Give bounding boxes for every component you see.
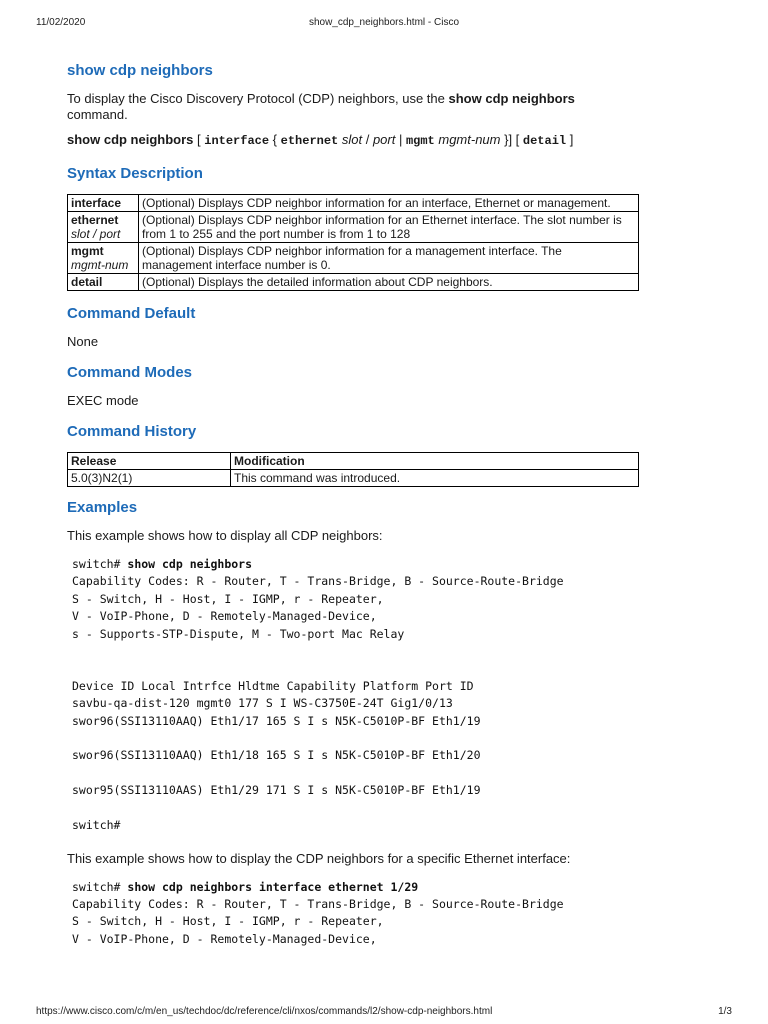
syntax-term-name: ethernet: [71, 213, 119, 227]
print-header: [0, 0, 768, 30]
command-default-value: None: [67, 334, 99, 349]
syntax-term: [68, 243, 139, 274]
document-content: [67, 56, 639, 948]
examples-heading: Examples: [67, 499, 138, 516]
example2-description: This example shows how to display the CDP neighbors for a specific Ethernet interface:: [67, 850, 571, 866]
command-modes-heading: Command Modes: [67, 364, 193, 381]
syntax-keyword-mgmt: mgmt: [405, 134, 435, 148]
syntax-arg-port: port: [372, 132, 396, 147]
example1-description: This example shows how to display all CDP neighbors:: [67, 528, 383, 543]
syntax-term-name: interface: [71, 196, 122, 210]
syntax-keyword-interface: interface: [204, 134, 270, 148]
table-row: [68, 195, 639, 212]
intro-suffix: command.: [67, 107, 128, 122]
syntax-slash: /: [362, 132, 373, 147]
syntax-term-name: mgmt: [71, 244, 104, 258]
table-row: [68, 274, 639, 291]
intro-command: show cdp neighbors: [448, 91, 575, 106]
command-syntax: [67, 132, 639, 149]
intro-paragraph: [67, 91, 639, 123]
syntax-term: [68, 274, 139, 291]
syntax-desc: (Optional) Displays CDP neighbor information for an interface, Ethernet or management.: [139, 195, 639, 212]
print-url: https://www.cisco.com/c/m/en_us/techdoc/dc/reference/cli/nxos/commands/l2/show-cdp-neighbors.html: [36, 1006, 493, 1017]
syntax-arg-slot: slot: [338, 132, 363, 147]
syntax-keyword-detail: detail: [522, 134, 567, 148]
command-history-table: [67, 452, 639, 487]
column-header-release: Release: [68, 453, 231, 470]
syntax-bracket: [: [193, 132, 205, 147]
print-footer: [0, 998, 768, 1024]
syntax-term: [68, 195, 139, 212]
command-default-heading: Command Default: [67, 305, 196, 322]
modification-cell: This command was introduced.: [231, 470, 639, 487]
syntax-desc: (Optional) Displays the detailed information about CDP neighbors.: [139, 274, 639, 291]
syntax-description-table: [67, 194, 639, 291]
page-number: 1/3: [718, 1006, 732, 1017]
code-command: show cdp neighbors: [127, 557, 253, 571]
table-header-row: [68, 453, 639, 470]
syntax-brace: {: [269, 132, 281, 147]
syntax-desc: (Optional) Displays CDP neighbor information for a management interface. The management interface number is 0.: [139, 243, 639, 274]
syntax-term-arg: slot / port: [71, 227, 121, 241]
syntax-arg-mgmt: mgmt-num: [434, 132, 501, 147]
code-command: show cdp neighbors interface ethernet 1/29: [127, 879, 419, 894]
code-output: Capability Codes: R - Router, T - Trans-Bridge, B - Source-Route-Bridge S - Switch, H - Host, I - IGMP, r - Repeater, V - VoIP-Phone, D - Remotely-Managed-Device,: [72, 896, 564, 946]
intro-prefix: To display the Cisco Discovery Protocol (CDP) neighbors, use the: [67, 91, 449, 106]
syntax-close: }] [: [500, 132, 523, 147]
print-date: 11/02/2020: [36, 17, 86, 28]
code-prompt: switch#: [72, 557, 128, 571]
code-output: Capability Codes: R - Router, T - Trans-Bridge, B - Source-Route-Bridge S - Switch, H - Host, I - IGMP, r - Repeater, V - VoIP-Phone, D - Remotely-Managed-Device, s - Supports-STP-Dispute, M - Two-port Mac Relay Device ID Local Intrfce Hldtme Capability Platform Port ID savbu-qa-dist-120 mgmt0 177 S I WS-C3750E-24T Gig1/0/13 swor96(SSI13110AAQ) Eth1/17 165 S I s N5K-C5010P-BF Eth1/19 swor96(SSI13110AAQ) Eth1/18 165 S I s N5K-C5010P-BF Eth1/20 swor95(SSI13110AAS) Eth1/29 171 S I s N5K-C5010P-BF Eth1/19 switch#: [72, 574, 564, 833]
syntax-term-arg: mgmt-num: [71, 258, 129, 272]
table-row: [68, 470, 639, 487]
syntax-keyword-ethernet: ethernet: [280, 134, 339, 148]
column-header-modification: Modification: [231, 453, 639, 470]
example1-code: [72, 556, 639, 835]
release-cell: 5.0(3)N2(1): [68, 470, 231, 487]
code-prompt: switch#: [72, 879, 128, 894]
syntax-term-name: detail: [71, 275, 103, 289]
syntax-description-heading: Syntax Description: [67, 165, 203, 182]
table-row: [68, 212, 639, 243]
table-row: [68, 243, 639, 274]
print-title: show_cdp_neighbors.html - Cisco: [308, 17, 460, 28]
syntax-desc: (Optional) Displays CDP neighbor information for an Ethernet interface. The slot number is from 1 to 255 and the port number is from 1 to 128: [139, 212, 639, 243]
syntax-term: [68, 212, 139, 243]
syntax-pipe: |: [395, 132, 406, 147]
example2-code: [72, 879, 639, 949]
command-modes-value: EXEC mode: [67, 393, 139, 408]
command-history-heading: Command History: [67, 423, 197, 440]
syntax-command: show cdp neighbors: [67, 132, 194, 147]
page-title: show cdp neighbors: [67, 62, 213, 79]
syntax-close-bracket: ]: [566, 132, 574, 147]
